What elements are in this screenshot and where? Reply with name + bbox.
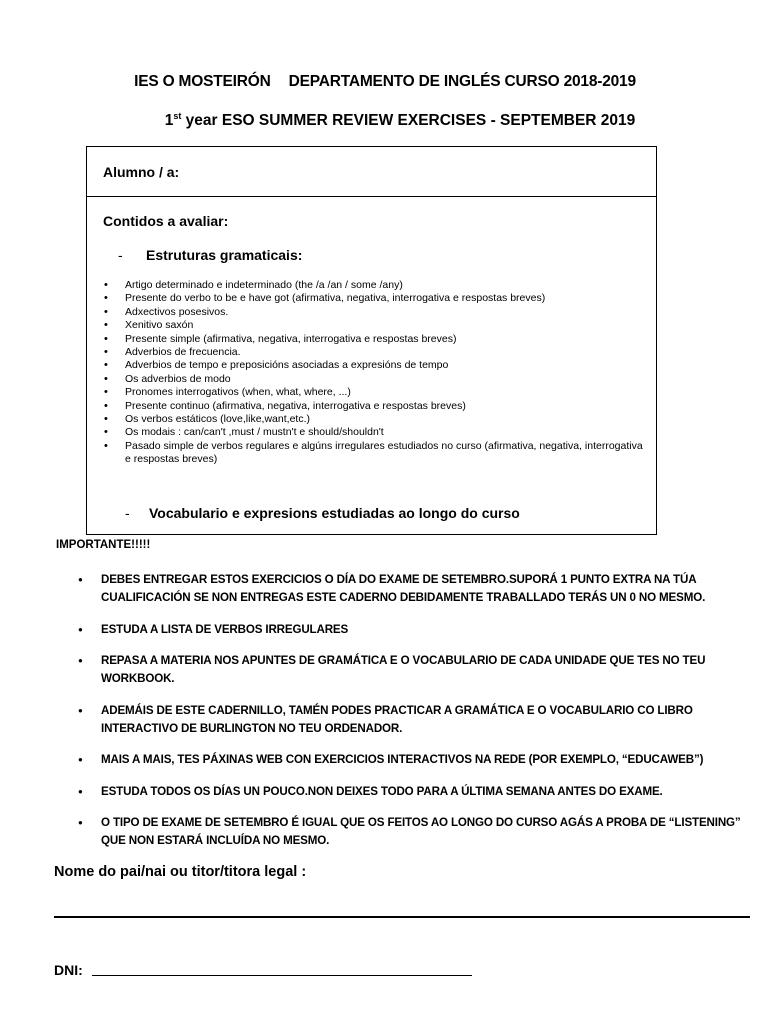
list-item: • Os verbos estáticos (love,like,want,etc.) [104,413,649,426]
parent-name-label: Nome do pai/nai ou titor/titora legal : [54,864,307,880]
title-superscript: st [173,111,182,121]
list-item: • Os adverbios de modo [104,373,649,386]
school-name: IES O MOSTEIRÓN [134,73,271,90]
grammar-heading-text: Estruturas gramaticais: [146,247,303,263]
dni-label: DNI: [54,962,83,978]
list-item: • Adverbios de tempo e preposicións asociadas a expresións de tempo [104,359,649,372]
contents-label: Contidos a avaliar: [103,213,229,229]
list-item: • Adxectivos posesivos. [104,306,649,319]
vocab-heading [125,505,520,521]
rule-item: ● ESTUDA A LISTA DE VERBOS IRREGULARES [78,621,758,639]
list-item: • Pronomes interrogativos (when, what, where, ...) [104,386,649,399]
parent-name-line[interactable] [54,916,750,918]
rule-item: ● MAIS A MAIS, TES PÁXINAS WEB CON EXERCICIOS INTERACTIVOS NA REDE (POR EXEMPLO, “EDUCAWEB”) [78,751,758,769]
list-item: • Os modais : can/can't ,must / mustn't e should/shouldn't [104,426,649,439]
grammar-list [104,279,649,467]
list-item: • Xenitivo saxón [104,319,649,332]
student-label: Alumno / a: [103,164,180,180]
dni-line[interactable] [92,975,472,976]
title-ordinal: 1 [164,112,174,129]
box-divider [86,196,657,197]
list-item: • Pasado simple de verbos regulares e algúns irregulares estudiados no curso (afirmativa, negativa, interrogativa e respostas breves) [104,440,649,467]
vocab-heading-text: Vocabulario e expresions estudiadas ao longo do curso [149,505,520,521]
rule-item: ● O TIPO DE EXAME DE SETEMBRO É IGUAL QUE OS FEITOS AO LONGO DO CURSO AGÁS A PROBA DE “LISTENING” QUE NON ESTARÁ INCLUÍDA NO MESMO. [78,814,758,850]
rule-item: ● ESTUDA TODOS OS DÍAS UN POUCO.NON DEIXES TODO PARA A ÚLTIMA SEMANA ANTES DO EXAME. [78,783,758,801]
grammar-heading [118,247,302,263]
list-item: • Presente simple (afirmativa, negativa, interrogativa e respostas breves) [104,333,649,346]
department-name: DEPARTAMENTO DE INGLÉS CURSO 2018-2019 [288,73,636,90]
list-item: • Presente continuo (afirmativa, negativa, interrogativa e respostas breves) [104,400,649,413]
important-label: IMPORTANTE!!!!! [56,539,151,551]
rule-item: ● REPASA A MATERIA NOS APUNTES DE GRAMÁTICA E O VOCABULARIO DE CADA UNIDADE QUE TES NO TEU WORKBOOK. [78,652,758,688]
header-line [0,73,770,91]
title-text: year ESO SUMMER REVIEW EXERCISES - SEPTEMBER 2019 [181,112,636,129]
rule-item: ● ADEMÁIS DE ESTE CADERNILLO, TAMÉN PODES PRACTICAR A GRAMÁTICA E O VOCABULARIO CO LIBRO INTERACTIVO DE BURLINGTON NO TEU ORDENADOR. [78,702,758,738]
rules-list [78,571,758,864]
list-item: • Presente do verbo to be e have got (afirmativa, negativa, interrogativa e respostas breves) [104,292,649,305]
list-item: • Adverbios de frecuencia. [104,346,649,359]
rule-item: ● DEBES ENTREGAR ESTOS EXERCICIOS O DÍA DO EXAME DE SETEMBRO.SUPORÁ 1 PUNTO EXTRA NA TÚA CUALIFICACIÓN SE NON ENTREGAS ESTE CADERNO DEBIDAMENTE TRABALLADO TERÁS UN 0 NO MESMO. [78,571,758,607]
dash-marker: - [125,505,130,521]
dash-marker: - [118,247,123,263]
page-title [0,111,770,130]
list-item: • Artigo determinado e indeterminado (the /a /an / some /any) [104,279,649,292]
